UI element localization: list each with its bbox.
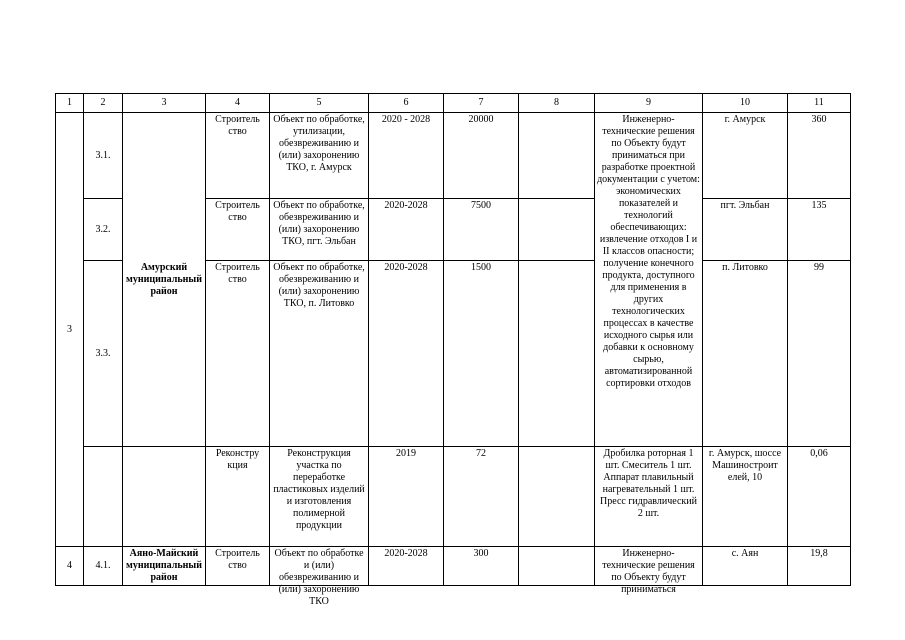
capacity: 72 (444, 447, 519, 547)
header-cell: 5 (270, 94, 369, 113)
row-number: 3.3. (84, 261, 123, 447)
value: 99 (788, 261, 851, 447)
period (369, 547, 444, 586)
header-row (56, 94, 851, 113)
period-text: 2020-2028 (384, 548, 428, 559)
col8-cell (519, 547, 595, 586)
work-type (206, 547, 270, 586)
col8-text (521, 548, 592, 584)
value: 135 (788, 199, 851, 261)
period: 2020-2028 (369, 199, 444, 261)
capacity-text: 300 (473, 548, 489, 559)
value: 360 (788, 113, 851, 199)
tech-solutions-note (595, 113, 703, 447)
object-description-text: Объект по обработке и (или) обезвреживанию и (или) захоронению ТКО (274, 548, 364, 607)
table-row (56, 113, 851, 199)
col8-cell (519, 447, 595, 547)
location (703, 547, 788, 586)
work-type-text: Строитель ство (215, 548, 260, 571)
object-description: Объект по обработке, обезвреживанию и (или) захоронению ТКО, п. Литовко (270, 261, 369, 447)
capacity: 20000 (444, 113, 519, 199)
tech-solutions-text: Инженерно-технические решения по Объекту будут приниматься (602, 548, 695, 595)
location: г. Амурск, шоссе Машиностроит елей, 10 (703, 447, 788, 547)
period: 2019 (369, 447, 444, 547)
district-empty (123, 447, 206, 547)
col8-cell (519, 261, 595, 447)
value (788, 547, 851, 586)
header-cell: 8 (519, 94, 595, 113)
header-cell: 3 (123, 94, 206, 113)
facilities-table (55, 93, 851, 607)
header-cell: 2 (84, 94, 123, 113)
value: 0,06 (788, 447, 851, 547)
row-number: 3.2. (84, 199, 123, 261)
location: г. Амурск (703, 113, 788, 199)
tech-solutions-text: Инженерно-технические решения по Объекту будут приниматься при разработке проектной документации с учетом: экономических показателей и технологий обеспечивающих: извлечение отходов I и II классов опасности; получение конечного продукта, доступного для применения в других технологических процессах в качестве исходного сырья или добавки к основному сырью, автоматизированной сортировки отходов (597, 114, 700, 389)
capacity: 7500 (444, 199, 519, 261)
row-number (84, 447, 123, 547)
object-description: Реконструкция участка по переработке пластиковых изделий и изготовления полимерной продукции (270, 447, 369, 547)
period: 2020 - 2028 (369, 113, 444, 199)
capacity (444, 547, 519, 586)
table-row (56, 547, 851, 586)
row-number: 4.1. (84, 547, 123, 586)
work-type: Строитель ство (206, 199, 270, 261)
object-description: Объект по обработке, утилизации, обезвреживанию и (или) захоронению ТКО, г. Амурск (270, 113, 369, 199)
district-name: Амурский муниципальный район (123, 113, 206, 447)
tech-solutions: Дробилка роторная 1 шт. Смеситель 1 шт. Аппарат плавильный нагревательный 1 шт. Пресс гидравлический 2 шт. (595, 447, 703, 547)
district-name (123, 547, 206, 586)
row-number: 3.1. (84, 113, 123, 199)
header-cell: 9 (595, 94, 703, 113)
period: 2020-2028 (369, 261, 444, 447)
object-description: Объект по обработке, обезвреживанию и (или) захоронению ТКО, пгт. Эльбан (270, 199, 369, 261)
capacity: 1500 (444, 261, 519, 447)
object-description (270, 547, 369, 607)
header-cell: 6 (369, 94, 444, 113)
location: пгт. Эльбан (703, 199, 788, 261)
header-cell: 1 (56, 94, 84, 113)
work-type: Строитель ство (206, 113, 270, 199)
value-text: 19,8 (810, 548, 828, 559)
work-type: Реконстру кция (206, 447, 270, 547)
section-number: 3 (56, 113, 84, 547)
col8-cell (519, 113, 595, 199)
table-row (56, 447, 851, 547)
tech-solutions (595, 547, 703, 595)
district-name-text: Аяно-Майский муниципальный район (126, 548, 202, 583)
location-text: с. Аян (731, 548, 759, 559)
work-type: Строитель ство (206, 261, 270, 447)
header-cell: 11 (788, 94, 851, 113)
header-cell: 7 (444, 94, 519, 113)
header-cell: 10 (703, 94, 788, 113)
col8-cell (519, 199, 595, 261)
header-cell: 4 (206, 94, 270, 113)
location: п. Литовко (703, 261, 788, 447)
section-number: 4 (56, 547, 84, 586)
